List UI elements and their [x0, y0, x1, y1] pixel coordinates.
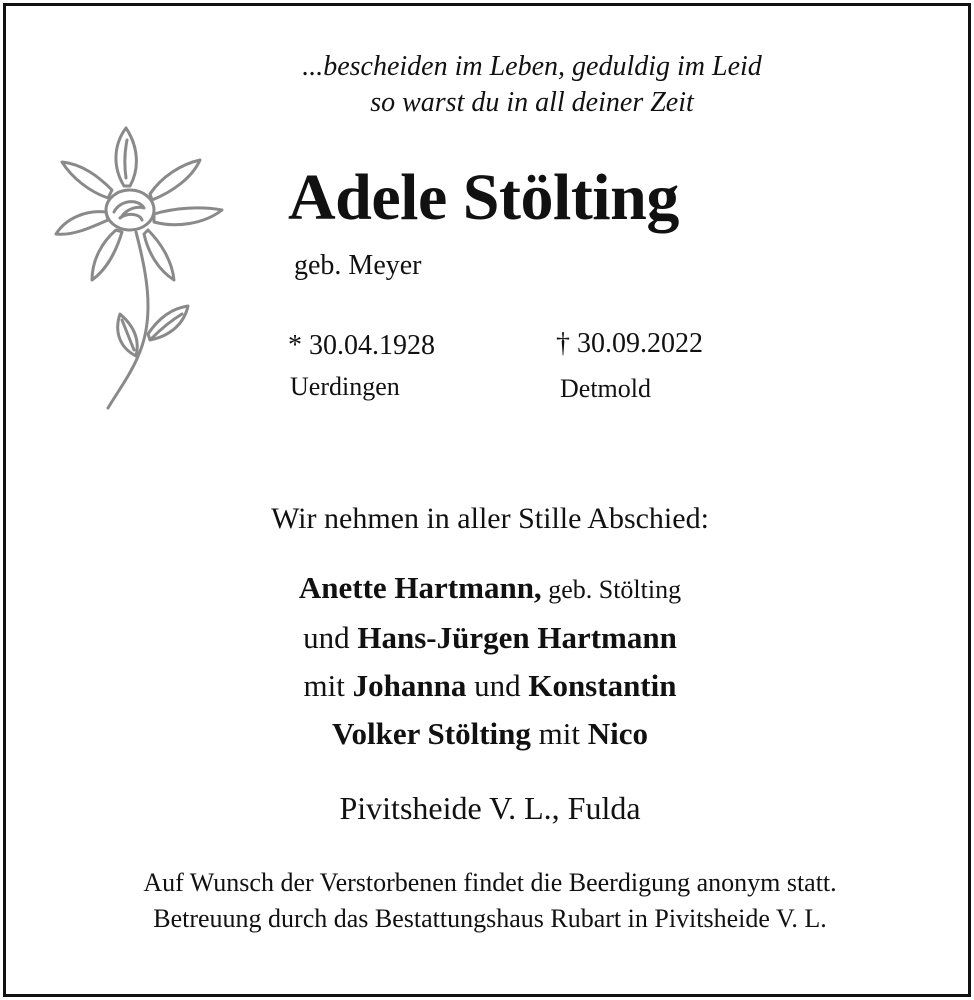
mourner-maiden: geb. Stölting [541, 575, 682, 604]
location-text: Pivitsheide V. L., Fulda [339, 790, 641, 826]
flower-icon [50, 120, 240, 420]
birth-place: Uerdingen [290, 372, 400, 401]
mourner-connector: mit [530, 716, 588, 751]
mourner-connector: und [466, 668, 529, 703]
mourner-name: Konstantin [528, 668, 677, 703]
note-line-1: Auf Wunsch der Verstorbenen findet die Beerdigung anonym statt. [143, 868, 837, 897]
maiden-name: geb. Meyer [294, 250, 422, 281]
death-place: Detmold [560, 374, 651, 403]
mourner-line-1 [0, 568, 974, 610]
mourner-line-3 [0, 666, 974, 706]
mourner-line-2 [0, 618, 974, 658]
mourner-name: Hans-Jürgen Hartmann [357, 620, 677, 655]
verse-line-1: ...bescheiden im Leben, geduldig im Leid [302, 51, 762, 82]
death-date: † 30.09.2022 [556, 328, 703, 359]
mourner-name: Anette Hartmann, [298, 570, 542, 605]
mourner-connector: mit [303, 668, 353, 703]
mourner-name: Volker Stölting [331, 716, 531, 751]
birth-date: * 30.04.1928 [288, 330, 435, 361]
note-line-2: Betreuung durch das Bestattungshaus Rubart in Pivitsheide V. L. [153, 904, 827, 933]
mourner-name: Johanna [352, 668, 467, 703]
mourner-connector: und [303, 620, 358, 655]
mourner-name: Nico [587, 716, 649, 751]
mourner-line-4 [0, 714, 974, 754]
farewell-text: Wir nehmen in aller Stille Abschied: [271, 502, 709, 535]
deceased-name: Adele Stölting [288, 161, 679, 234]
verse-line-2: so warst du in all deiner Zeit [370, 87, 694, 118]
